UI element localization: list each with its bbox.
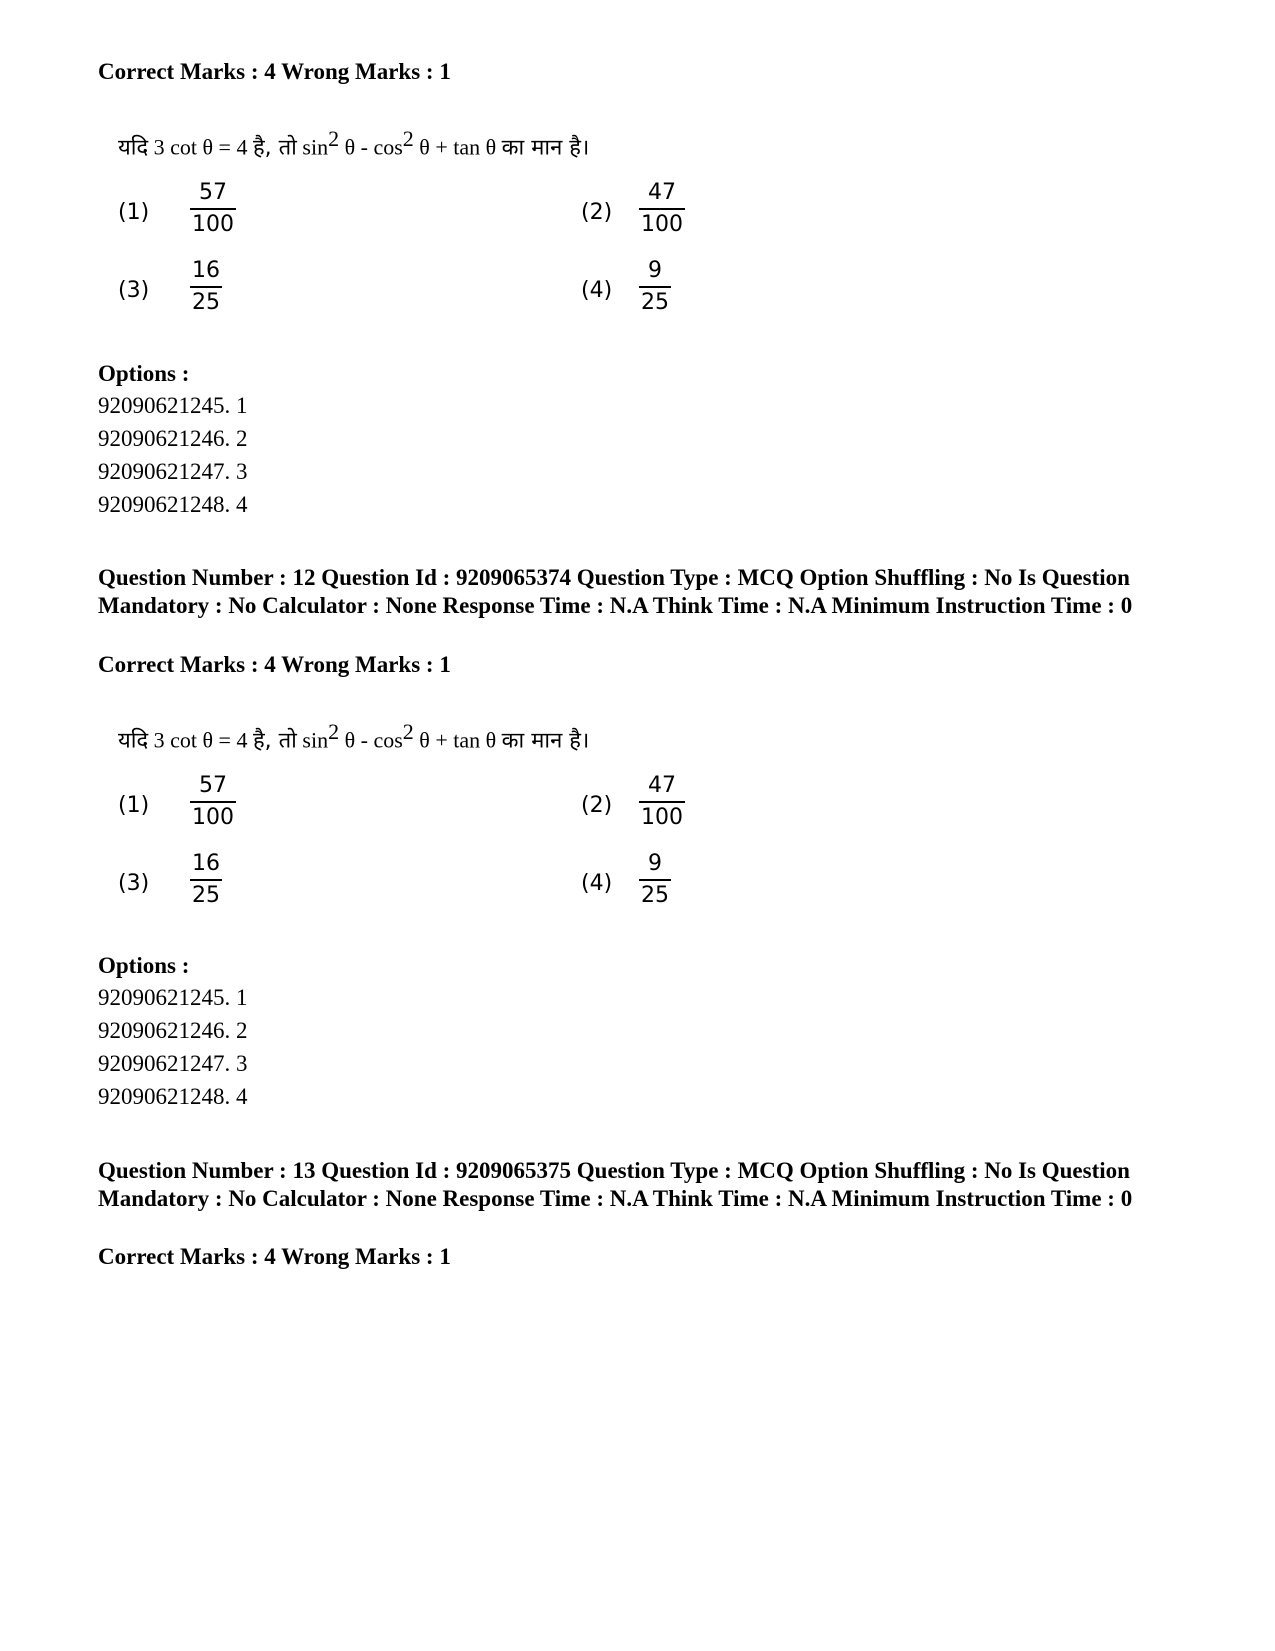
option-item: 92090621246. 2 (98, 426, 248, 451)
question-figure (118, 126, 738, 336)
choice-label: (2) (581, 200, 613, 225)
denominator: 100 (192, 211, 234, 237)
statement-mid: है, तो (252, 135, 297, 161)
question-statement (118, 719, 589, 754)
numerator: 16 (192, 258, 220, 283)
statement-expr: θ - cos (339, 134, 403, 160)
numerator: 9 (648, 258, 662, 283)
statement-sup: 2 (328, 719, 340, 744)
statement-expr: θ + tan θ (413, 134, 497, 160)
statement-math-condition: 3 cot θ = 4 (153, 134, 248, 160)
denominator: 25 (641, 289, 669, 315)
numerator: 9 (648, 851, 662, 876)
statement-sup: 2 (402, 719, 414, 744)
choice-label: (3) (118, 278, 150, 303)
fraction (639, 849, 671, 911)
statement-sup: 2 (402, 126, 414, 151)
option-item: 92090621248. 4 (98, 1084, 248, 1109)
denominator: 25 (192, 882, 220, 908)
statement-sup: 2 (328, 126, 340, 151)
choice-label: (2) (581, 793, 613, 818)
option-item: 92090621245. 1 (98, 393, 248, 418)
statement-prefix: यदि (118, 728, 149, 754)
statement-sin: sin (302, 727, 329, 753)
choice-label: (4) (581, 278, 613, 303)
choice-label: (1) (118, 200, 150, 225)
option-item: 92090621245. 1 (98, 985, 248, 1010)
statement-expr: θ - cos (339, 727, 403, 753)
statement-suffix: का मान है। (501, 728, 590, 754)
choice-label: (1) (118, 793, 150, 818)
numerator: 47 (648, 773, 676, 798)
option-item: 92090621248. 4 (98, 492, 248, 517)
denominator: 25 (192, 289, 220, 315)
option-item: 92090621246. 2 (98, 1018, 248, 1043)
numerator: 16 (192, 851, 220, 876)
denominator: 100 (641, 211, 683, 237)
correct-marks-line: Correct Marks : 4 Wrong Marks : 1 (98, 652, 451, 677)
denominator: 100 (641, 804, 683, 830)
question-figure (118, 719, 738, 929)
fraction (190, 849, 222, 911)
fraction (190, 178, 236, 240)
statement-math-condition: 3 cot θ = 4 (153, 727, 248, 753)
statement-prefix: यदि (118, 135, 149, 161)
numerator: 47 (648, 180, 676, 205)
choice-label: (3) (118, 871, 150, 896)
correct-marks-line: Correct Marks : 4 Wrong Marks : 1 (98, 1244, 451, 1269)
numerator: 57 (199, 773, 227, 798)
question-header: Question Number : 12 Question Id : 9209065374 Question Type : MCQ Option Shuffling : No Is Question Mandatory : No Calculator : None Response Time : N.A Think Time : N.A Minimum Instruction Time : 0 (98, 565, 1133, 618)
choice-label: (4) (581, 871, 613, 896)
question-header: Question Number : 13 Question Id : 9209065375 Question Type : MCQ Option Shuffling : No Is Question Mandatory : No Calculator : None Response Time : N.A Think Time : N.A Minimum Instruction Time : 0 (98, 1158, 1133, 1211)
statement-mid: है, तो (252, 728, 297, 754)
options-heading: Options : (98, 953, 190, 978)
correct-marks-line: Correct Marks : 4 Wrong Marks : 1 (98, 59, 451, 84)
statement-sin: sin (302, 134, 329, 160)
question-statement (118, 126, 589, 161)
option-item: 92090621247. 3 (98, 1051, 248, 1076)
numerator: 57 (199, 180, 227, 205)
statement-suffix: का मान है। (501, 135, 590, 161)
option-item: 92090621247. 3 (98, 459, 248, 484)
fraction (190, 256, 222, 318)
statement-expr: θ + tan θ (413, 727, 497, 753)
fraction (639, 256, 671, 318)
denominator: 25 (641, 882, 669, 908)
fraction (190, 771, 236, 833)
denominator: 100 (192, 804, 234, 830)
fraction (639, 771, 685, 833)
fraction (639, 178, 685, 240)
options-heading: Options : (98, 361, 190, 386)
